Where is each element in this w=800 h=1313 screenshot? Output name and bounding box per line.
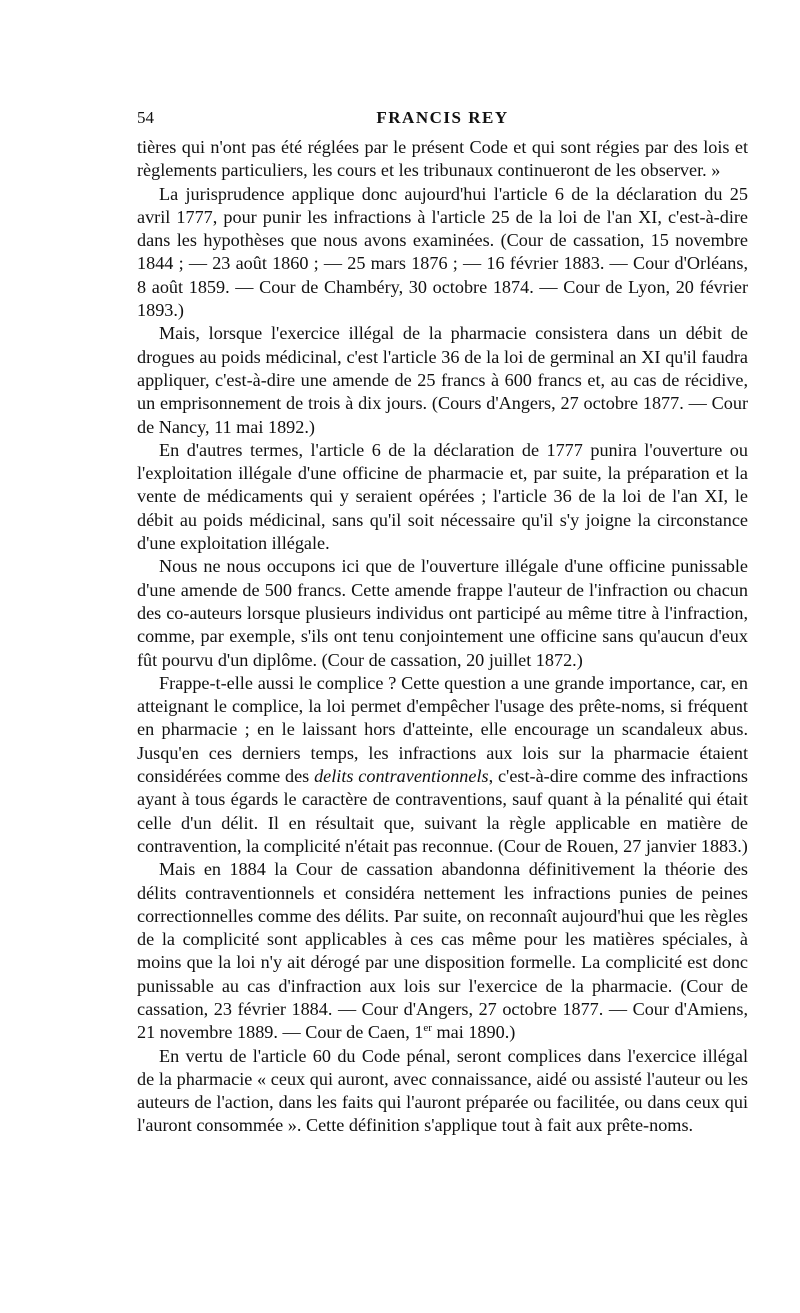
- body-text: [137, 136, 748, 1138]
- ordinal-superscript: er: [423, 1022, 432, 1035]
- running-title: FRANCIS REY: [376, 108, 509, 127]
- page-number: 54: [137, 108, 154, 127]
- paragraph-7: [137, 858, 748, 1044]
- italic-term: delits contraventionnels: [314, 766, 489, 787]
- paragraph-6: [137, 672, 748, 858]
- paragraph-6-text-a: Frappe-t-elle aussi le complice ? Cette question a une grande importance, car, en atteignant le complice, la loi permet d'empêcher l'usage des prête-noms, si fréquent en pharmacie ; en le laissant hors d'atteinte, elle encourage un scandaleux abus. Jusqu'en ces derniers temps, les infractions aux lois sur la pharmacie étaient considérées comme des: [137, 672, 748, 787]
- paragraph-7-text-a: Mais en 1884 la Cour de cassation abandonna définitivement la théorie des délits contraventionnels et considéra nettement les infractions punies de peines correctionnelles comme des délits. Par suite, on reconnaît aujourd'hui que les règles de la complicité sont applicables à ces cas même pour les matières spéciales, à moins que la loi n'y ait dérogé par une disposition formelle. La complicité est donc punissable au cas d'infraction aux lois sur l'exercice de la pharmacie. (Cour de cassation, 23 février 1884. — Cour d'Angers, 27 octobre 1877. — Cour d'Amiens, 21 novembre 1889. — Cour de Caen, 1: [137, 859, 748, 1043]
- paragraph-4: En d'autres termes, l'article 6 de la déclaration de 1777 punira l'ouverture ou l'exploitation illégale d'une officine de pharmacie et, par suite, la préparation et la vente de médicaments qui y seraient opérées ; l'article 36 de la loi de l'an XI, le débit au poids médicinal, sans qu'il soit nécessaire qu'il s'y joigne la circonstance d'une exploitation illégale.: [137, 439, 748, 554]
- paragraph-6-text-b: , c'est-à-dire comme des infractions ayant à tous égards le caractère de contraventions, sauf quant à la pénalité qui était celle d'un délit. Il en résultait que, suivant la règle applicable en matière de contravention, la complicité n'était pas reconnue. (Cour de Rouen, 27 janvier 1883.): [137, 766, 748, 856]
- paragraph-5: Nous ne nous occupons ici que de l'ouverture illégale d'une officine punissable d'une amende de 500 francs. Cette amende frappe l'auteur de l'infraction ou chacun des co-auteurs lorsque plusieurs individus ont participé au même titre à l'infraction, comme, par exemple, s'ils ont tenu conjointement une officine sans qu'aucun d'eux fût pourvu d'un diplôme. (Cour de cassation, 20 juillet 1872.): [137, 556, 748, 670]
- paragraph-2: La jurisprudence applique donc aujourd'hui l'article 6 de la déclaration du 25 avril 1777, pour punir les infractions à l'article 25 de la loi de l'an XI, c'est-à-dire dans les hypothèses que nous avons examinées. (Cour de cassation, 15 novembre 1844 ; — 23 août 1860 ; — 25 mars 1876 ; — 16 février 1883. — Cour d'Orléans, 8 août 1859. — Cour de Chambéry, 30 octobre 1874. — Cour de Lyon, 20 février 1893.): [137, 183, 748, 321]
- paragraph-3: Mais, lorsque l'exercice illégal de la pharmacie consistera dans un débit de drogues au poids médicinal, c'est l'article 36 de la loi de germinal an XI qu'il faudra appliquer, c'est-à-dire une amende de 25 francs à 600 francs et, au cas de récidive, un emprisonnement de trois à dix jours. (Cours d'Angers, 27 octobre 1877. — Cour de Nancy, 11 mai 1892.): [137, 323, 748, 437]
- page-header: [137, 106, 748, 136]
- paragraph-8: En vertu de l'article 60 du Code pénal, seront complices dans l'exercice illégal de la pharmacie « ceux qui auront, avec connaissance, aidé ou assisté l'auteur ou les auteurs de l'action, dans les faits qui l'auront préparée ou facilitée, ou dans ceux qui l'auront consommée ». Cette définition s'applique tout à fait aux prête-noms.: [137, 1045, 748, 1136]
- paragraph-1: tières qui n'ont pas été réglées par le présent Code et qui sont régies par des lois et règlements particuliers, les cours et les tribunaux continueront de les observer. »: [137, 137, 748, 181]
- paragraph-7-text-b: mai 1890.): [431, 1022, 516, 1043]
